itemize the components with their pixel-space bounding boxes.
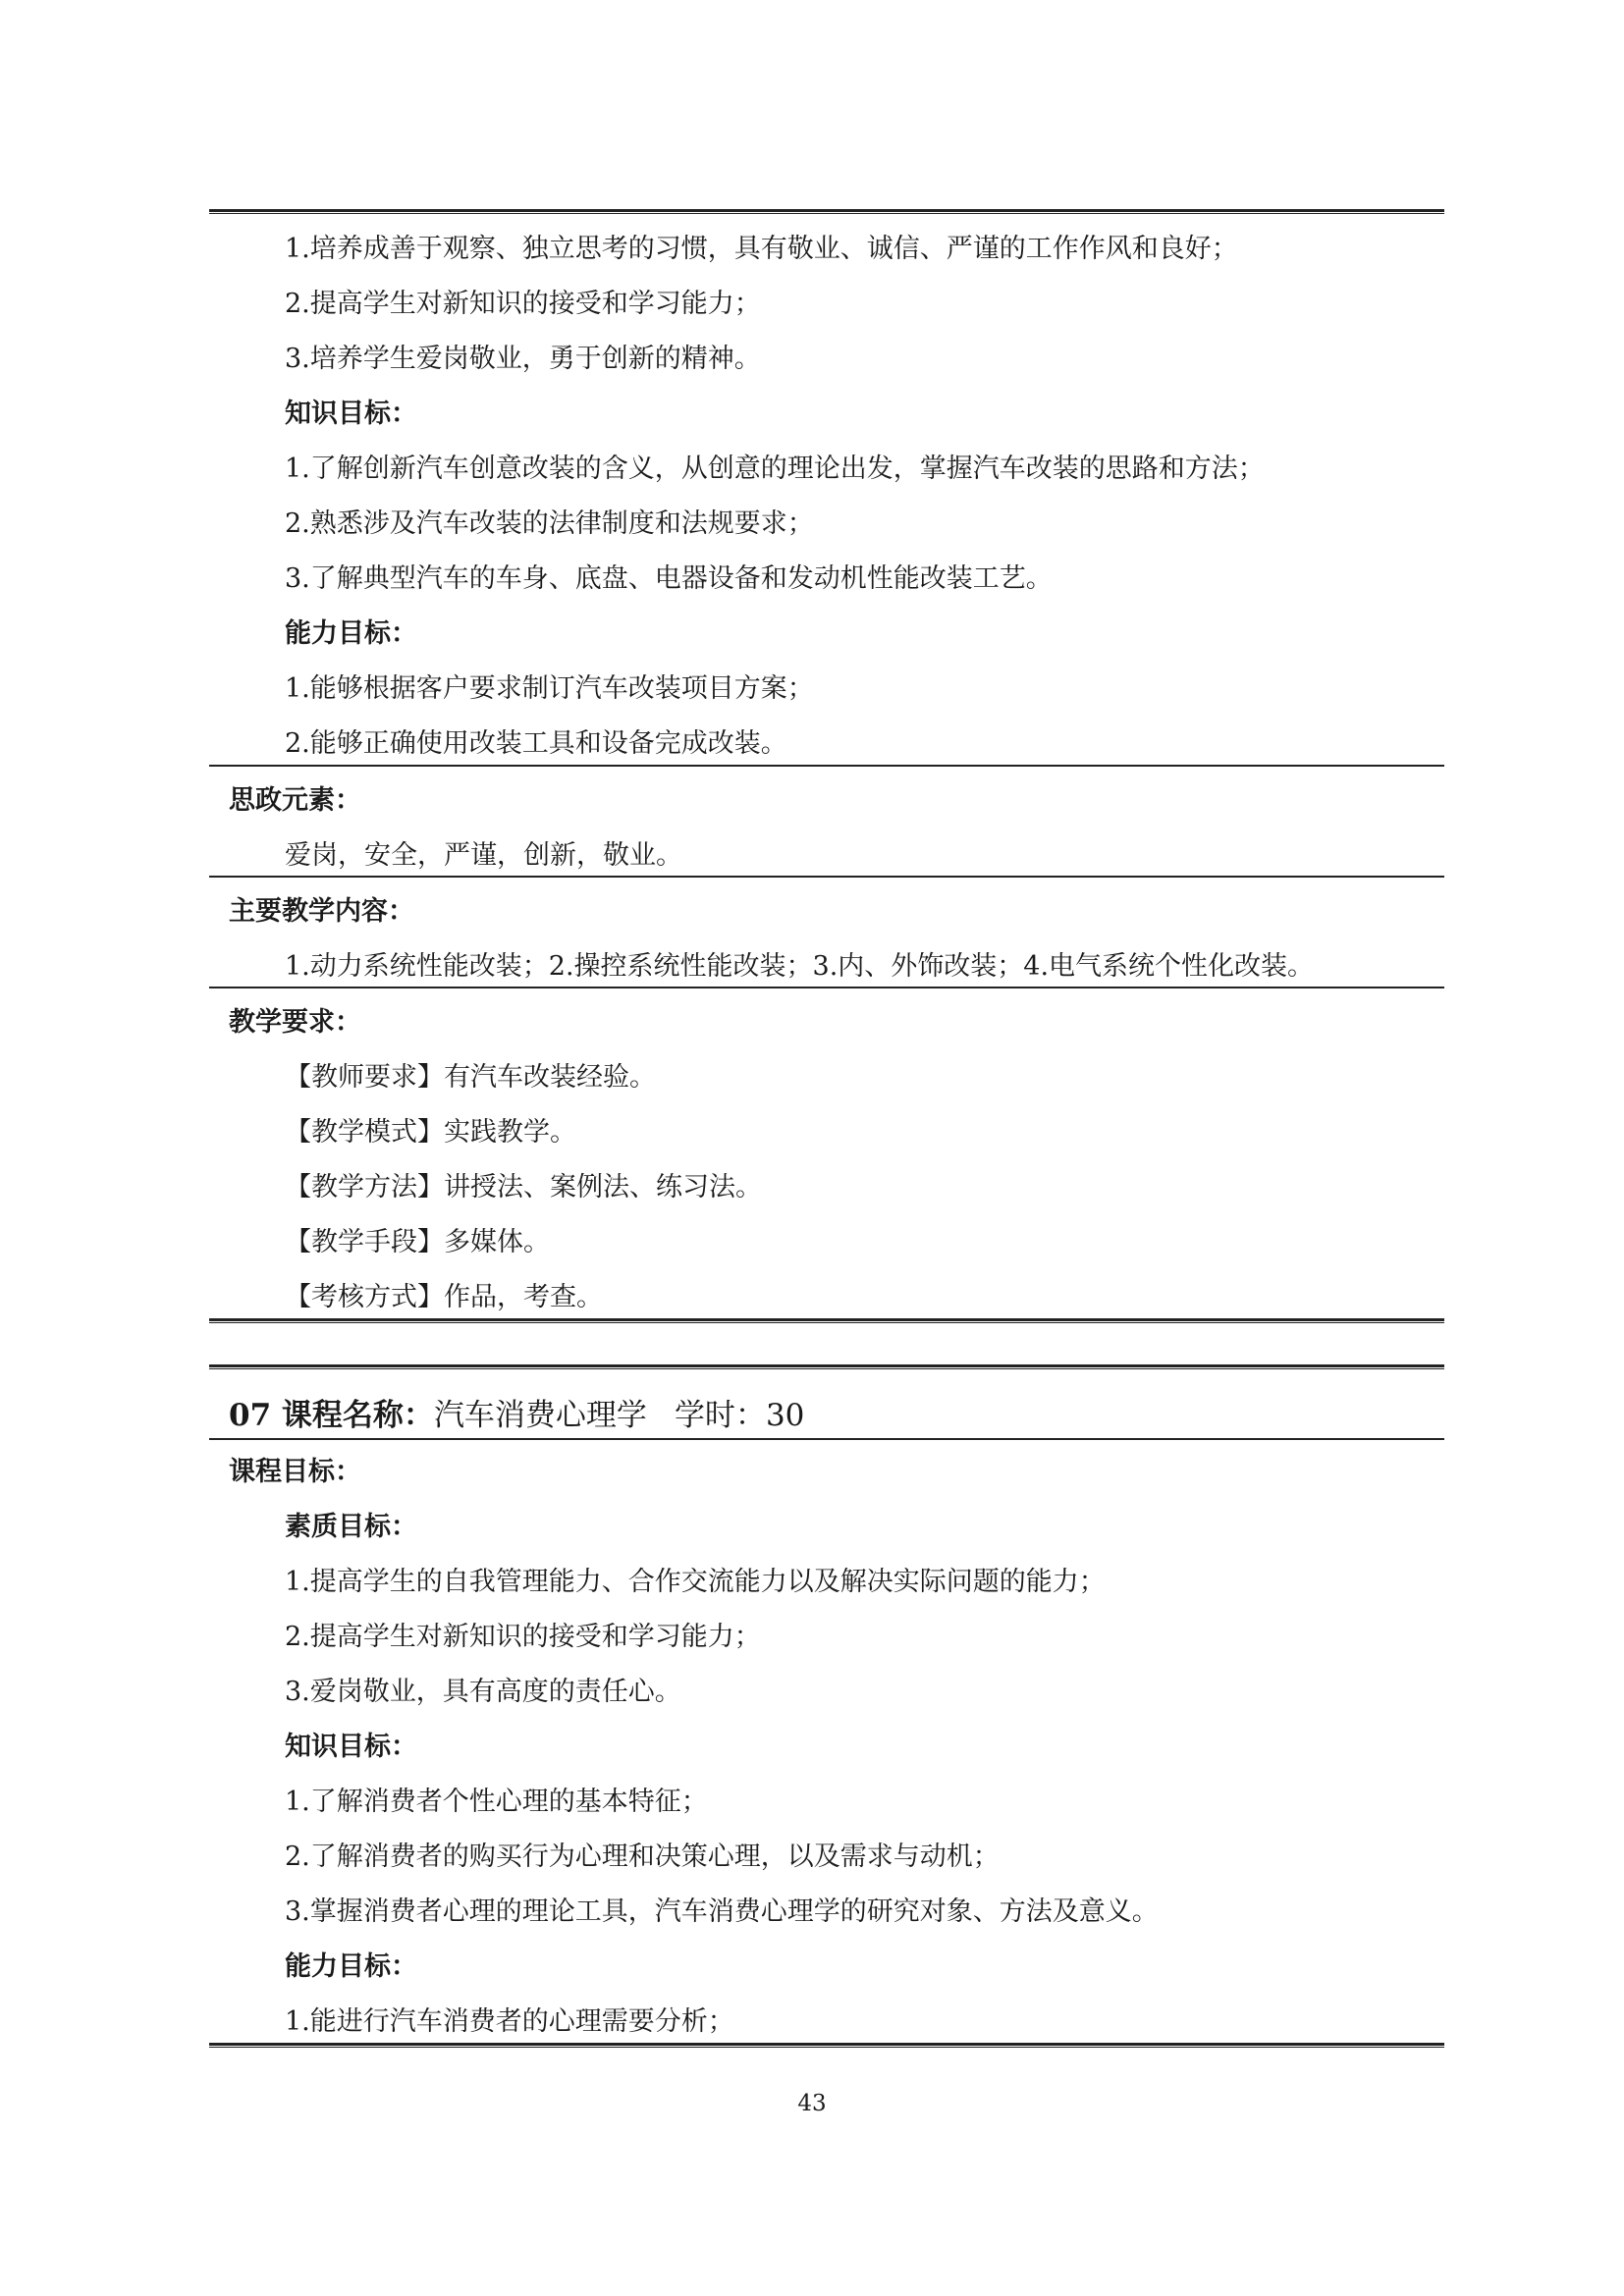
requirement-assessment: 【考核方式】作品，考查。 [285,1282,603,1312]
divider-requirements [209,987,1444,988]
requirements-heading: 教学要求： [229,1007,361,1038]
ability-goal-heading: 能力目标： [285,618,417,649]
section-a-bottom-border [209,1318,1444,1323]
content-heading: 主要教学内容： [229,896,414,927]
ability-goal-line-2: 2.能够正确使用改装工具和设备完成改装。 [285,728,787,759]
course-hours-label: 学时： [674,1398,766,1433]
b-knowledge-goal-line-1: 1.了解消费者个性心理的基本特征； [285,1787,708,1817]
quality-goal-line-3: 3.培养学生爱岗敬业，勇于创新的精神。 [285,344,761,374]
b-knowledge-goal-line-2: 2.了解消费者的购买行为心理和决策心理，以及需求与动机； [285,1842,1000,1872]
divider-course-goals [209,1438,1444,1440]
page-number: 43 [797,2091,827,2116]
ideology-text: 爱岗，安全，严谨，创新，敬业。 [285,840,682,871]
b-ability-goal-line-1: 1.能进行汽车消费者的心理需要分析； [285,2006,734,2037]
b-quality-goal-line-2: 2.提高学生对新知识的接受和学习能力； [285,1622,761,1652]
knowledge-goal-heading: 知识目标： [285,399,417,429]
ideology-heading: 思政元素： [229,785,361,816]
knowledge-goal-line-2: 2.熟悉涉及汽车改装的法律制度和法规要求； [285,508,814,539]
b-quality-goal-line-3: 3.爱岗敬业，具有高度的责任心。 [285,1677,681,1707]
requirement-mode: 【教学模式】实践教学。 [285,1117,576,1148]
course-title-row [229,1396,804,1435]
requirement-teacher: 【教师要求】有汽车改装经验。 [285,1062,656,1093]
top-border [209,209,1444,214]
ability-goal-line-1: 1.能够根据客户要求制订汽车改装项目方案； [285,673,814,704]
b-ability-goal-heading: 能力目标： [285,1951,417,1982]
b-quality-goal-heading: 素质目标： [285,1512,417,1542]
course-name: 汽车消费心理学 [433,1398,647,1433]
requirement-means: 【教学手段】多媒体。 [285,1227,550,1257]
b-knowledge-goal-heading: 知识目标： [285,1732,417,1762]
b-knowledge-goal-line-3: 3.掌握消费者心理的理论工具，汽车消费心理学的研究对象、方法及意义。 [285,1896,1159,1927]
knowledge-goal-line-3: 3.了解典型汽车的车身、底盘、电器设备和发动机性能改装工艺。 [285,563,1053,594]
requirement-method: 【教学方法】讲授法、案例法、练习法。 [285,1172,762,1202]
knowledge-goal-line-1: 1.了解创新汽车创意改装的含义，从创意的理论出发，掌握汽车改装的思路和方法； [285,454,1265,484]
divider-content [209,876,1444,878]
course-goals-heading: 课程目标： [229,1457,361,1487]
quality-goal-line-1: 1.培养成善于观察、独立思考的习惯，具有敬业、诚信、严谨的工作作风和良好； [285,234,1238,264]
b-quality-goal-line-1: 1.提高学生的自我管理能力、合作交流能力以及解决实际问题的能力； [285,1567,1106,1597]
course-name-label: 07 课程名称： [229,1398,434,1433]
course-hours-value: 30 [765,1398,805,1433]
quality-goal-line-2: 2.提高学生对新知识的接受和学习能力； [285,289,761,319]
content-text: 1.动力系统性能改装；2.操控系统性能改装；3.内、外饰改装；4.电气系统个性化改装。 [285,951,1315,982]
section-b-top-border [209,1364,1444,1369]
divider-ideology [209,765,1444,767]
section-b-bottom-border [209,2043,1444,2048]
